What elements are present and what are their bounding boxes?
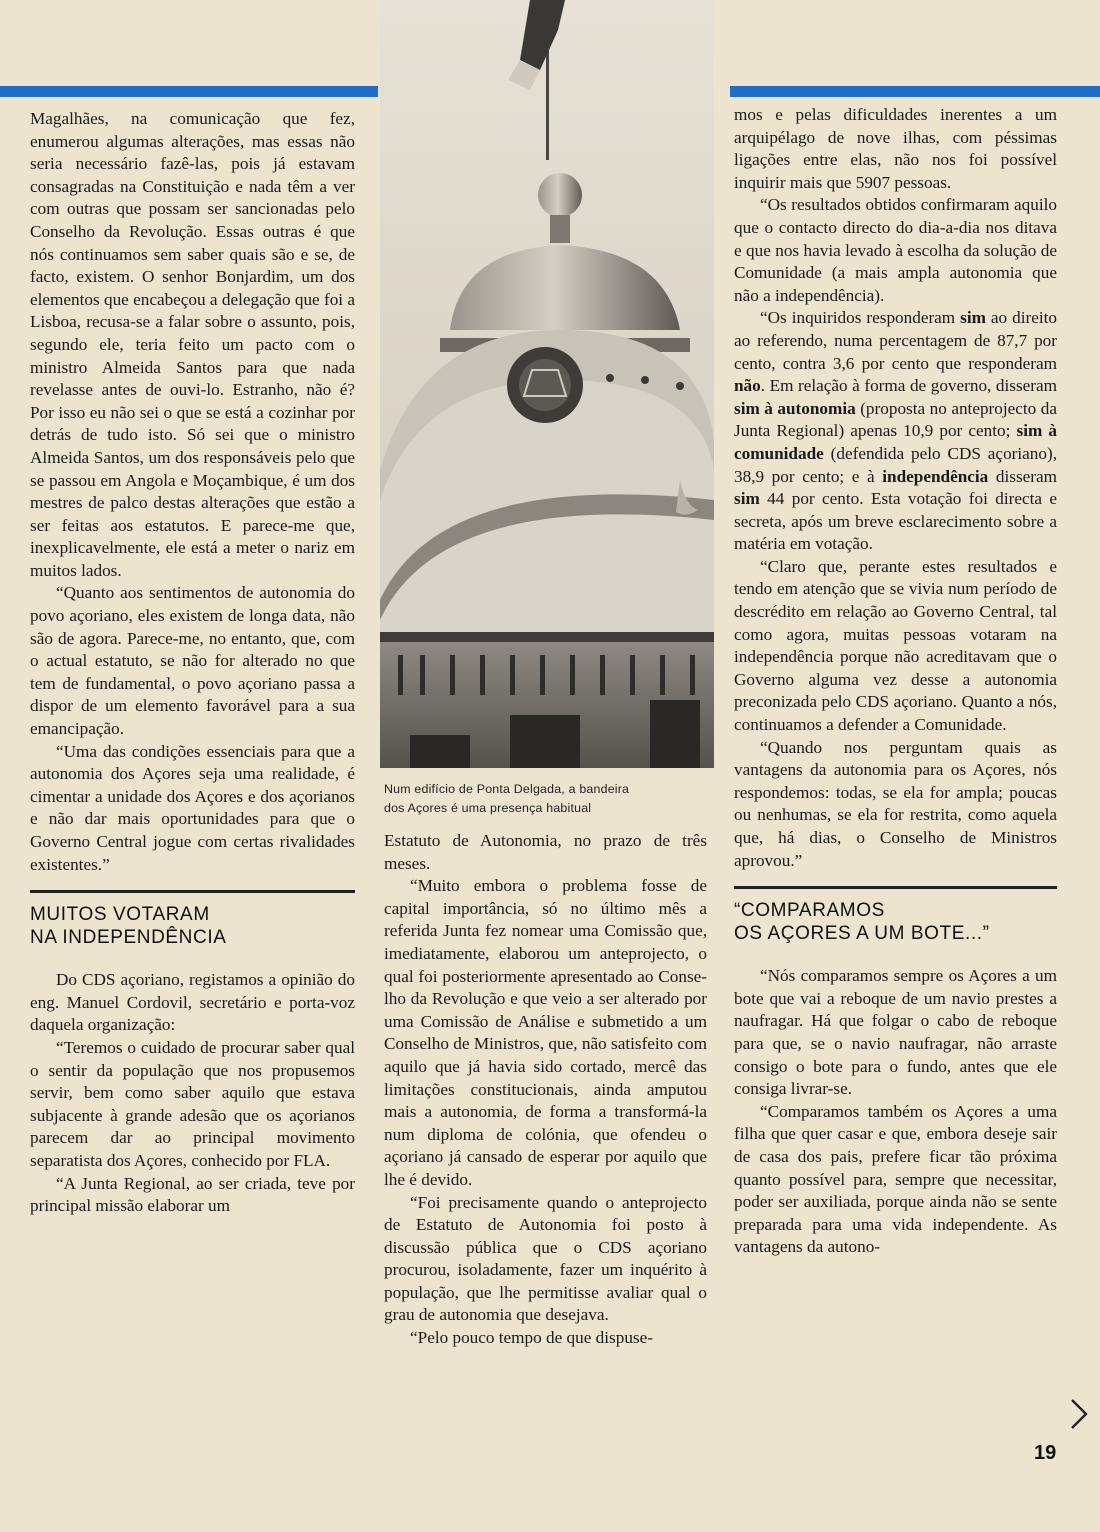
caption-line: Num edifício de Ponta Delgada, a bandeira [384, 782, 630, 796]
heading-line: “COMPARAMOS [734, 900, 885, 922]
heading-line: MUITOS VOTARAM [30, 904, 210, 926]
paragraph: “Quando nos perguntam quais as vantagens da autonomia para os Açores, nós respondemos: todas, se ela for ampla; poucas ou nenhumas, se ela for restrita, como aquela que, há dias, o Conselho de Ministros aprovou.” [734, 737, 1057, 870]
caption-line: dos Açores é uma presença habitual [384, 801, 592, 815]
page-number: 19 [1034, 1442, 1057, 1464]
top-rule-right [730, 86, 1100, 97]
paragraph: “Muito embora o problema fosse de capital importância, só no último mês a referida Junta fez nomear uma Comissão que, imediatamente, elaborou um anteprojecto, o qual foi posteriormente apresentado ao Conselho da Revolução e que veio a ser alterado por uma Comissão de Análise e submetido a um Conselho de Ministros, que, não satisfeito com aquilo que já havia sido cortado, mercê das limitações constitucionais, ainda amputou mais a autonomia, de forma a transformá-la num diploma de colónia, que ofendeu o açoriano já cansado de esperar por aquilo que lhe é devido. [384, 876, 707, 1189]
paragraph: Do CDS açoriano, registamos a opinião do eng. Manuel Cordovil, secretário e porta-voz daquela organização: [30, 970, 355, 1035]
paragraph: Estatuto de Autonomia, no prazo de três meses. [384, 831, 707, 873]
section-heading-comparamos [734, 886, 1057, 945]
paragraph: mos e pelas dificuldades inerentes a um arquipélago de nove ilhas, com péssimas ligações entre elas, não nos foi possível inquirir mais que 5907 pessoas. [734, 105, 1057, 192]
paragraph: “Claro que, perante estes resultados e tendo em atenção que se vivia num período de descrédito em relação ao Governo Central, tal como agora, muitas pessoas votaram na independência porque não acreditavam que o Governo alguma vez desse a autonomia preconizada pelo CDS açoriano. Quanto a nós, continuamos a defender a Comunidade. [734, 556, 1057, 735]
heading-line: OS AÇORES A UM BOTE...” [734, 923, 990, 945]
section-heading-muitos-votaram [30, 890, 355, 949]
column-2 [384, 830, 707, 1350]
paragraph: “Nós comparamos sempre os Açores a um bote que vai a reboque de um navio prestes a naufragar. Há que folgar o cabo de reboque para que, se o navio naufragar, não arraste consigo o bote para o fundo, antes que ele consiga livrar-se. [734, 966, 1057, 1099]
paragraph: “Quanto aos sentimentos de autonomia do povo açoriano, eles existem de longa data, não são de agora. Parece-me, no entanto, que, com o actual estatuto, se não for alterado no que tem de fundamental, o povo açoriano passa a dispor de um elemento favorável para a sua emancipação. [30, 583, 355, 739]
paragraph: “Comparamos também os Açores a uma filha que quer casar e que, embora deseje sair de casa dos pais, prefere ficar tão próxima quanto possível para, sempre que necessitar, poder ser auxiliada, porque ainda não se sente preparada para uma vida independente. As vantagens da autono- [734, 1101, 1057, 1257]
paragraph: “Os inquiridos responderam sim ao direito ao referendo, numa percentagem de 87,7 por cento, contra 3,6 por cento que responderam não. Em relação à forma de governo, disseram sim à autonomia (proposta no anteprojecto da Junta Regional) apenas 10,9 por cento; sim à comunidade (defendida pelo CDS açoriano), 38,9 por cento; e à independência disseram sim 44 por cento. Esta votação foi directa e secreta, após um breve esclarecimento sobre a matéria em votação. [734, 308, 1057, 554]
top-rule-left [0, 86, 378, 97]
paragraph: Magalhães, na comunicação que fez, enumerou algumas alterações, mas essas não seria necessário fazê-las, pois já estavam consagradas na Constituição e nada têm a ver com outras que possam ser sancionadas pelo Conselho da Revolução. Essas outras é que nós continuamos sem saber quais são e se, de facto, existem. O senhor Bonjardim, um dos elementos que encabeçou a delegação que foi a Lisboa, recusa-se a falar sobre o assunto, pois, segundo ele, teria feito um pacto com o ministro Almeida Santos para que nada revelasse antes de ouvi-lo. Estranho, não é? Por isso eu não sei o que se está a cozinhar por detrás de tudo isto. Só sei que o ministro Almeida Santos, um dos responsáveis pelo que se passou em Angola e Moçambique, é um dos mestres de palco destas alterações que estão a ser feitas aos estatutos. E parece-me que, inexplicavelmente, ele está a meter o nariz em muitos lados. [30, 109, 355, 580]
paragraph: “Teremos o cuidado de procurar saber qual o sentir da população que nos propusemos servir, bem como saber aquilo que estava subjacente à grande adesão que os açorianos parecem dar ao principal movimento separatista dos Açores, conhecido por FLA. [30, 1037, 355, 1170]
paragraph: “Foi precisamente quando o anteprojecto de Estatuto de Autonomia foi posto à discussão pública que o CDS açoriano procurou, isoladamente, fazer um inquérito à população, que lhe permitisse avaliar qual o grau de autonomia que desejava. [384, 1192, 707, 1325]
paragraph: “Os resultados obtidos confirmaram aquilo que o contacto directo do dia-a-dia nos ditava e que nos havia levado à escolha da solução de Comunidade (a mais ampla autonomia que não a independência). [734, 195, 1057, 305]
paragraph: “A Junta Regional, ao ser criada, teve por principal missão elaborar um [30, 1173, 355, 1216]
column-1 [30, 108, 355, 1218]
photo-image [380, 0, 714, 768]
heading-line: NA INDEPENDÊNCIA [30, 927, 227, 949]
chevron-right-icon [1066, 1396, 1092, 1432]
photo-caption [384, 780, 714, 818]
column-3 [734, 104, 1057, 1259]
building-flag-photo [380, 0, 714, 768]
paragraph: “Pelo pouco tempo de que dispuse- [410, 1328, 653, 1348]
paragraph: “Uma das condições essenciais para que a autonomia dos Açores seja uma realidade, é cimentar a unidade dos Açores e dos açorianos e não dar mais oportunidades para que o Governo Central jogue com certas rivalidades existentes.” [30, 741, 355, 874]
